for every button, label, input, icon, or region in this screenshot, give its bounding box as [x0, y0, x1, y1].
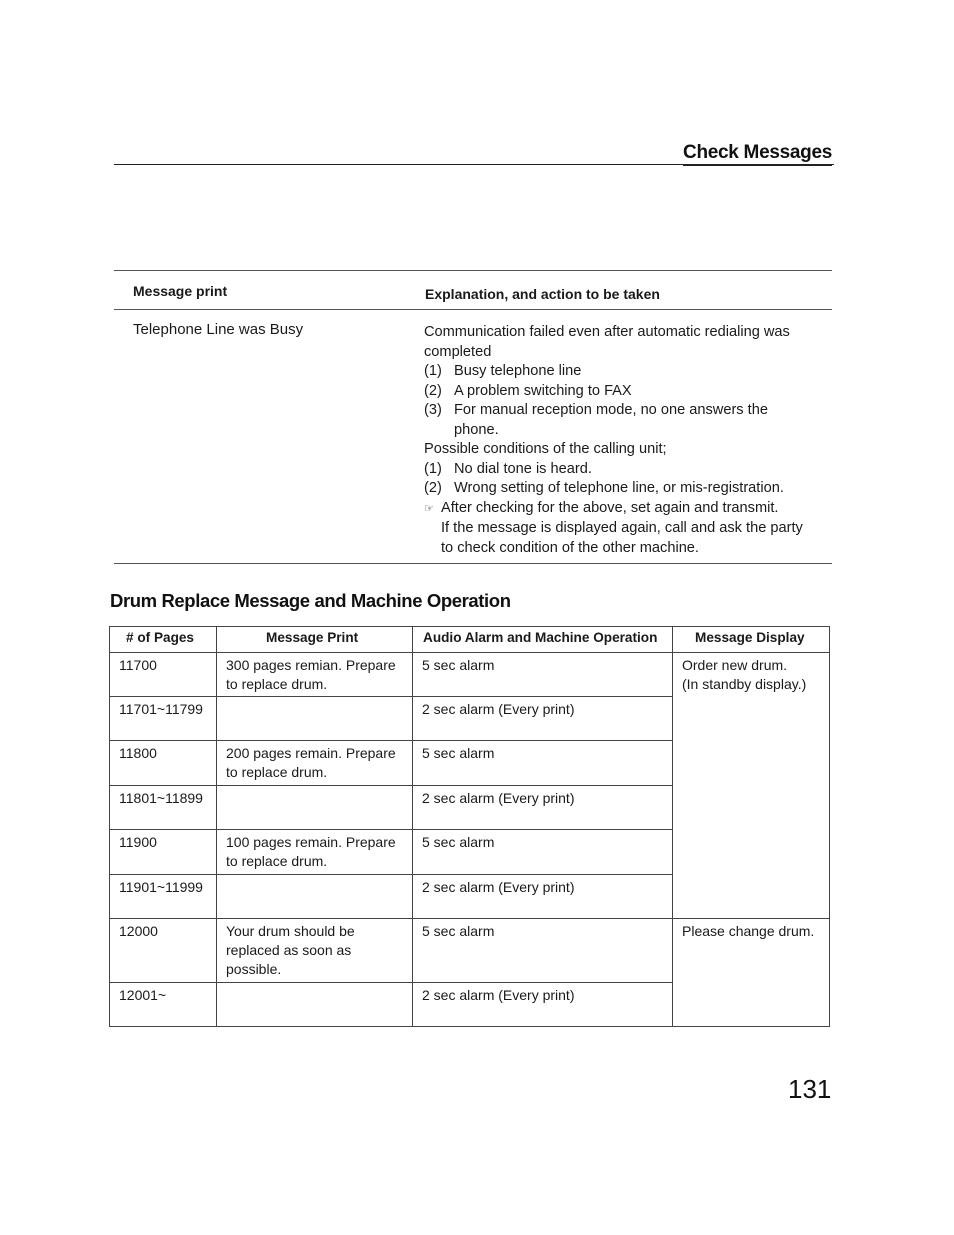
cause-item-3	[424, 401, 834, 421]
column-header-message-print: Message print	[133, 283, 228, 299]
audio-alarm-cell: 2 sec alarm (Every print)	[413, 983, 673, 1027]
column-header-message-display: Message Display	[673, 627, 830, 653]
message-print-text: Telephone Line was Busy	[133, 321, 304, 338]
audio-alarm-cell: 2 sec alarm (Every print)	[413, 786, 673, 830]
cause-number: (2)	[424, 382, 442, 399]
table-row	[110, 653, 830, 697]
message-print-cell: 100 pages remain. Prepare to replace drum.	[217, 830, 413, 875]
message-print-cell: 200 pages remain. Prepare to replace drum.	[217, 741, 413, 786]
message-print-cell: 300 pages remian. Prepare to replace drum.	[217, 653, 413, 697]
conditions-intro: Possible conditions of the calling unit;	[424, 441, 667, 457]
page-header-title: Check Messages	[683, 142, 832, 166]
drum-table-header	[110, 627, 830, 653]
cause-text: A problem switching to FAX	[454, 382, 632, 399]
audio-alarm-cell: 2 sec alarm (Every print)	[413, 697, 673, 741]
pages-cell: 12001~	[110, 983, 217, 1027]
explanation-intro-line-1: Communication failed even after automatic redialing was	[424, 324, 790, 340]
condition-text: Wrong setting of telephone line, or mis-registration.	[454, 480, 784, 496]
cause-text: Busy telephone line	[454, 363, 582, 379]
pages-cell: 11800	[110, 741, 217, 786]
pages-cell: 11901~11999	[110, 875, 217, 919]
cause-item-2	[424, 382, 834, 402]
message-table-header	[114, 271, 832, 310]
explanation-intro-line-2: completed	[424, 343, 492, 360]
explanation-text	[424, 323, 834, 558]
condition-text: No dial tone is heard.	[454, 460, 592, 477]
message-print-cell	[217, 875, 413, 919]
table-row	[110, 919, 830, 983]
audio-alarm-cell: 2 sec alarm (Every print)	[413, 875, 673, 919]
audio-alarm-cell: 5 sec alarm	[413, 741, 673, 786]
pages-cell: 11701~11799	[110, 697, 217, 741]
note-line-2: If the message is displayed again, call and ask the party	[441, 520, 803, 536]
message-print-cell	[217, 786, 413, 830]
column-header-audio-alarm: Audio Alarm and Machine Operation	[413, 627, 673, 653]
message-print-cell	[217, 983, 413, 1027]
message-display-cell: Order new drum. (In standby display.)	[673, 653, 830, 919]
cause-item-1	[424, 362, 834, 382]
note-line-3: to check condition of the other machine.	[441, 539, 699, 556]
audio-alarm-cell: 5 sec alarm	[413, 653, 673, 697]
condition-item-2	[424, 479, 834, 499]
drum-replace-table	[109, 626, 830, 1027]
message-print-cell	[217, 697, 413, 741]
pages-cell: 11801~11899	[110, 786, 217, 830]
condition-number: (1)	[424, 460, 442, 477]
pages-cell: 11700	[110, 653, 217, 697]
column-header-explanation: Explanation, and action to be taken	[425, 286, 660, 302]
message-print-cell: Your drum should be replaced as soon as possible.	[217, 919, 413, 983]
pages-cell: 12000	[110, 919, 217, 983]
column-header-message-print: Message Print	[217, 627, 413, 653]
pages-cell: 11900	[110, 830, 217, 875]
cause-number: (3)	[424, 402, 442, 418]
message-table-row	[114, 310, 832, 564]
cause-item-3-continued: phone.	[454, 421, 499, 438]
page-number: 131	[788, 1074, 832, 1104]
pointing-hand-icon: ☞	[424, 502, 434, 515]
cause-number: (1)	[424, 363, 442, 379]
cause-text: For manual reception mode, no one answers the	[454, 402, 768, 418]
message-display-cell: Please change drum.	[673, 919, 830, 1027]
section-title: Drum Replace Message and Machine Operation	[110, 590, 511, 611]
condition-number: (2)	[424, 480, 442, 496]
note-line-1	[424, 499, 834, 520]
note-text: After checking for the above, set again and transmit.	[441, 499, 779, 516]
audio-alarm-cell: 5 sec alarm	[413, 830, 673, 875]
message-table	[114, 270, 832, 564]
audio-alarm-cell: 5 sec alarm	[413, 919, 673, 983]
column-header-pages: # of Pages	[110, 627, 217, 653]
condition-item-1	[424, 460, 834, 480]
